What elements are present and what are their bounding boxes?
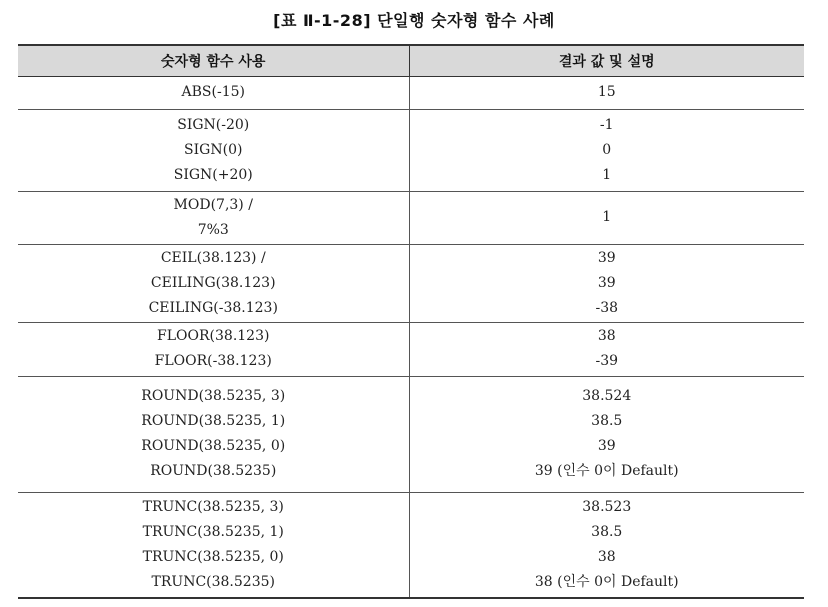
function-cell: [18, 109, 409, 191]
table-header-row: [18, 45, 804, 76]
result-cell: [409, 244, 804, 322]
table-row: [18, 109, 804, 191]
result-text: -39: [595, 353, 619, 369]
result-cell: [409, 322, 804, 376]
function-text: FLOOR(38.123): [157, 328, 270, 344]
function-text: TRUNC(38.5235, 0): [142, 548, 284, 565]
function-text: MOD(7,3) /: [173, 196, 253, 213]
function-text: SIGN(+20): [173, 166, 253, 183]
result-text: 1: [602, 209, 612, 225]
function-cell: [18, 76, 409, 109]
result-text: 38.5: [591, 523, 623, 540]
table-row: [18, 244, 804, 322]
result-cell: [409, 109, 804, 191]
table-caption: [표 Ⅱ-1-28] 단일행 숫자형 함수 사례: [273, 11, 555, 30]
result-text: -1: [599, 116, 614, 133]
result-text: 38 (인수 0이 Default): [534, 573, 679, 590]
function-text: ROUND(38.5235, 0): [141, 438, 286, 454]
function-text: TRUNC(38.5235, 1): [142, 523, 284, 540]
table-row: [18, 376, 804, 492]
result-text: 39: [597, 249, 616, 266]
result-cell: [409, 376, 804, 492]
function-text: TRUNC(38.5235): [151, 573, 275, 590]
result-cell: [409, 76, 804, 109]
result-text: -38: [595, 299, 619, 316]
function-text: SIGN(0): [184, 141, 243, 158]
result-text: 38.5: [591, 413, 623, 429]
header-function-usage: 숫자형 함수 사용: [18, 45, 409, 76]
table-row: [18, 76, 804, 109]
function-text: CEIL(38.123) /: [160, 249, 266, 266]
result-text: 38: [597, 328, 616, 344]
function-text: CEILING(-38.123): [148, 299, 278, 316]
table-row: [18, 492, 804, 598]
result-text: 39: [597, 274, 616, 291]
function-text: 7%3: [197, 221, 229, 238]
function-text: ROUND(38.5235, 3): [141, 388, 286, 404]
header-result-description: 결과 값 및 설명: [409, 45, 804, 76]
function-text: TRUNC(38.5235, 3): [142, 498, 284, 515]
result-text: 39 (인수 0이 Default): [534, 463, 679, 479]
result-cell: [409, 492, 804, 598]
function-text: ROUND(38.5235, 1): [141, 413, 286, 429]
numeric-functions-table: [18, 44, 804, 599]
table-row: [18, 191, 804, 244]
function-text: CEILING(38.123): [150, 274, 276, 291]
table-row: [18, 322, 804, 376]
function-cell: [18, 322, 409, 376]
function-cell: [18, 376, 409, 492]
result-cell: [409, 191, 804, 244]
function-cell: [18, 191, 409, 244]
function-text: SIGN(-20): [177, 116, 250, 133]
function-text: ROUND(38.5235): [150, 463, 277, 479]
result-text: 15: [597, 84, 616, 100]
function-cell: [18, 492, 409, 598]
result-text: 38.524: [582, 388, 632, 404]
function-text: ABS(-15): [181, 84, 245, 100]
function-text: FLOOR(-38.123): [154, 353, 272, 369]
function-cell: [18, 244, 409, 322]
result-text: 0: [602, 141, 612, 158]
result-text: 1: [602, 166, 612, 183]
result-text: 39: [597, 438, 616, 454]
result-text: 38.523: [582, 498, 632, 515]
result-text: 38: [597, 548, 616, 565]
